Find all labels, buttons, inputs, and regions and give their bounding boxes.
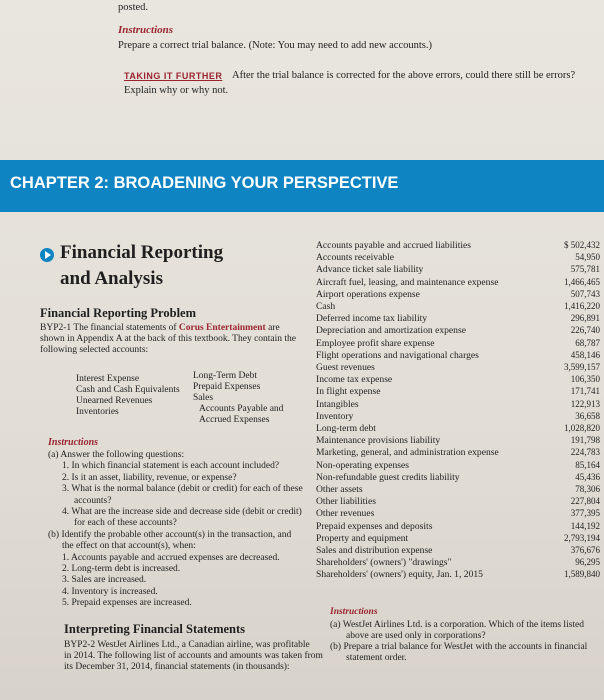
account-name: Prepaid expenses and deposits — [316, 520, 433, 532]
account-row — [316, 447, 604, 459]
account-amount: 45,436 — [575, 471, 600, 482]
question-line: 3. Sales are increased. — [62, 575, 147, 586]
account-name: In flight expense — [316, 386, 381, 398]
account-amount: 96,295 — [575, 557, 600, 568]
byp-line-1: BYP2-1 The financial statements of Corus Entertainment are — [40, 323, 280, 333]
account-row — [316, 460, 604, 472]
right-instructions — [330, 620, 604, 664]
account-name: Accounts receivable — [316, 252, 395, 264]
account-name: Inventory — [316, 410, 354, 422]
account-row — [316, 521, 604, 533]
taking-it-further-label: TAKING IT FURTHER — [124, 71, 223, 81]
account-name: Employee profit share expense — [316, 337, 435, 349]
account-name: Intangibles — [316, 398, 359, 410]
account-row — [316, 277, 604, 289]
account-name: Long-term debt — [316, 423, 376, 434]
account-name: Property and equipment — [316, 532, 409, 544]
question-line: (a) Answer the following questions: — [48, 450, 185, 460]
account-row — [316, 264, 604, 276]
account-row — [316, 557, 604, 569]
account-row — [316, 435, 604, 447]
account-name: Other assets — [316, 484, 363, 495]
question-line: 2. Is it an asset, liability, revenue, or expense? — [62, 472, 237, 483]
account-item: Unearned Revenues — [76, 396, 153, 406]
account-item: Accounts Payable and — [199, 404, 284, 414]
account-amount: 376,676 — [570, 545, 600, 555]
play-arrow-icon — [40, 248, 54, 262]
account-amount: 85,164 — [575, 459, 600, 470]
account-row — [316, 289, 604, 301]
account-name: Shareholders' (owners') equity, Jan. 1, 2015 — [316, 569, 483, 581]
byp2-text — [64, 640, 323, 673]
account-item: Inventories — [76, 407, 119, 417]
byp2-line: its December 31, 2014, financial statements (in thousands): — [64, 662, 290, 672]
account-item: Sales — [193, 393, 214, 403]
account-row — [316, 496, 604, 508]
account-amount: 191,798 — [570, 435, 600, 446]
account-row — [316, 569, 604, 581]
account-name: Non-refundable guest credits liability — [316, 471, 460, 483]
account-name: Airport operations expense — [316, 288, 420, 300]
question-line: (b) Identify the probable other account(s) in the transaction, and — [48, 529, 292, 540]
question-line: 3. What is the normal balance (debit or credit) for each of these — [62, 484, 303, 495]
account-row — [316, 508, 604, 520]
instructions-heading: Instructions — [118, 24, 174, 36]
right-instructions-heading: Instructions — [330, 607, 378, 617]
account-name: Cash — [316, 301, 336, 312]
accounts-column-2 — [193, 371, 283, 426]
account-row — [316, 399, 604, 411]
account-amount: $ 502,432 — [564, 240, 600, 250]
problem-heading: Financial Reporting Problem — [40, 306, 197, 320]
question-line: 4. Inventory is increased. — [62, 586, 158, 597]
account-amount: 78,306 — [575, 484, 600, 494]
account-amount: 106,350 — [570, 374, 600, 385]
account-amount: 36,658 — [575, 410, 600, 421]
instruction-a2: above are used only in corporations? — [346, 631, 486, 641]
question-line: the effect on that account(s), when: — [62, 541, 196, 552]
account-amount: 1,466,465 — [564, 276, 600, 287]
instruction-a: (a) WestJet Airlines Ltd. is a corporation. Which of the items listed — [330, 620, 585, 630]
account-row — [316, 240, 604, 252]
account-name: Non-operating expenses — [316, 459, 409, 471]
question-line: accounts? — [74, 495, 112, 506]
byp-line-2: shown in Appendix A at the back of this textbook. They contain the — [40, 334, 297, 344]
instruction-b2: statement order. — [346, 653, 407, 663]
byp2-line: BYP2-2 WestJet Airlines Ltd., a Canadian airline, was profitable — [64, 640, 310, 650]
account-item: Accrued Expenses — [199, 415, 270, 425]
account-row — [316, 545, 604, 557]
account-row — [316, 484, 604, 496]
account-amount: 122,913 — [570, 398, 600, 409]
account-amount: 144,192 — [570, 520, 600, 531]
account-amount: 507,743 — [570, 288, 600, 299]
account-amount: 3,599,157 — [564, 362, 600, 372]
account-item: Prepaid Expenses — [193, 382, 261, 392]
account-name: Depreciation and amortization expense — [316, 325, 466, 337]
account-amount: 1,416,220 — [564, 301, 600, 311]
interpreting-heading: Interpreting Financial Statements — [64, 622, 246, 636]
questions-list — [48, 450, 303, 610]
account-name: Income tax expense — [316, 374, 393, 386]
account-row — [316, 350, 604, 362]
account-amount: 2,793,194 — [564, 532, 600, 543]
account-name: Aircraft fuel, leasing, and maintenance expense — [316, 276, 499, 288]
account-item: Long-Term Debt — [193, 371, 257, 381]
taking-it-further-text: After the trial balance is corrected for the above errors, could there still be errors? — [232, 70, 576, 81]
account-row — [316, 362, 604, 374]
account-row — [316, 313, 604, 325]
question-line: 5. Prepaid expenses are increased. — [62, 598, 192, 609]
account-row — [316, 411, 604, 423]
account-row — [316, 374, 604, 386]
section-title-line-1: Financial Reporting — [60, 242, 224, 263]
questions-heading: Instructions — [48, 437, 99, 448]
instructions-text: Prepare a correct trial balance. (Note: You may need to add new accounts.) — [118, 40, 433, 51]
taking-it-further-text-2: Explain why or why not. — [124, 85, 229, 96]
account-amount: 458,146 — [570, 349, 600, 360]
account-name: Shareholders' (owners') "drawings" — [316, 557, 452, 569]
account-name: Accounts payable and accrued liabilities — [316, 240, 472, 251]
account-row — [316, 423, 604, 435]
account-name: Guest revenues — [316, 362, 375, 373]
account-name: Sales and distribution expense — [316, 545, 433, 556]
account-amount: 226,740 — [570, 325, 600, 336]
account-amount: 54,950 — [575, 252, 600, 263]
account-name: Other liabilities — [316, 496, 376, 508]
account-name: Other revenues — [316, 508, 375, 520]
instruction-b: (b) Prepare a trial balance for WestJet with the accounts in financial — [330, 642, 588, 652]
account-row — [316, 301, 604, 313]
account-name: Flight operations and navigational charges — [316, 349, 479, 361]
question-line: for each of these accounts? — [74, 518, 177, 529]
account-row — [316, 325, 604, 337]
question-line: 4. What are the increase side and decrease side (debit or credit) — [62, 507, 302, 518]
account-amount: 575,781 — [570, 264, 600, 275]
byp-line-3: following selected accounts: — [40, 345, 149, 355]
account-name: Marketing, general, and administration expense — [316, 447, 499, 459]
account-name: Advance ticket sale liability — [316, 264, 424, 276]
account-row — [316, 472, 604, 484]
section-title-line-2: and Analysis — [60, 268, 163, 289]
account-amount: 227,804 — [570, 496, 600, 507]
account-item: Cash and Cash Equivalents — [76, 385, 180, 395]
question-line: 2. Long-term debt is increased. — [62, 564, 181, 575]
chapter-title: CHAPTER 2: BROADENING YOUR PERSPECTIVE — [10, 174, 399, 192]
account-row — [316, 533, 604, 545]
account-amount: 1,028,820 — [564, 423, 600, 433]
account-name: Deferred income tax liability — [316, 313, 428, 325]
account-row — [316, 252, 604, 264]
chapter-banner — [0, 160, 604, 212]
account-amount: 1,589,840 — [564, 569, 600, 580]
account-amount: 377,395 — [570, 508, 600, 519]
question-line: 1. Accounts payable and accrued expenses are decreased. — [62, 552, 280, 563]
account-amount: 224,783 — [570, 447, 600, 458]
account-row — [316, 386, 604, 398]
account-amount: 296,891 — [570, 313, 600, 324]
account-item: Interest Expense — [76, 374, 140, 384]
account-name: Maintenance provisions liability — [316, 435, 441, 447]
accounts-column-1 — [76, 374, 180, 418]
account-row — [316, 338, 604, 350]
byp2-line: in 2014. The following list of accounts and amounts was taken from — [64, 651, 323, 661]
question-line: 1. In which financial statement is each account included? — [62, 461, 280, 472]
account-amount: 171,741 — [570, 386, 600, 397]
account-amount: 68,787 — [575, 337, 600, 348]
posted-text: posted. — [118, 2, 149, 13]
